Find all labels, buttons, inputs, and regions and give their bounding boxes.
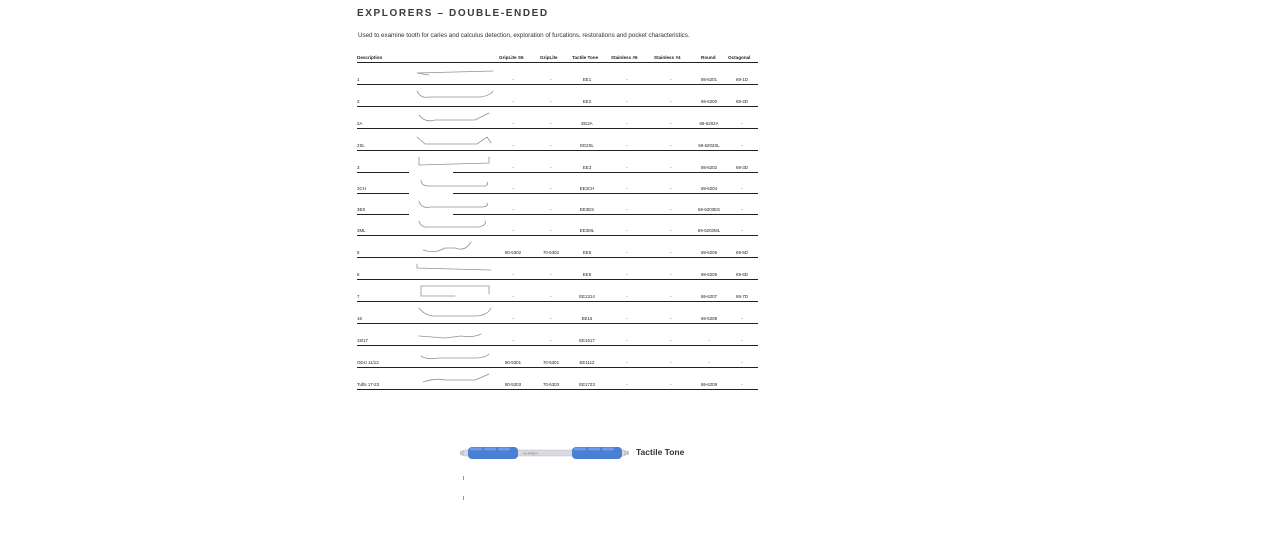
cell-griplite: - — [550, 121, 552, 126]
col-griplite: GripLite — [540, 55, 558, 60]
cell-tactile-tone: EE1 — [582, 77, 592, 82]
table-row — [357, 107, 758, 129]
cell-tactile-tone: EE16 — [581, 316, 593, 321]
col-tactile-tone: Tactile Tone — [572, 55, 599, 60]
table-row — [357, 193, 758, 214]
table-row — [357, 151, 758, 172]
cell-stainless-6: - — [626, 143, 628, 148]
cell-griplite-s6: - — [512, 121, 514, 126]
cell-description: 3ML — [357, 228, 366, 233]
cell-griplite: - — [550, 228, 552, 233]
table-row — [357, 302, 758, 324]
cell-stainless-6: - — [626, 294, 628, 299]
cell-stainless-4: - — [670, 382, 672, 387]
cell-griplite-s6: - — [512, 272, 514, 277]
table-row — [357, 280, 758, 302]
cell-griplite: - — [550, 77, 552, 82]
cell-stainless-4: - — [670, 165, 672, 170]
cell-round: - — [708, 338, 710, 343]
cell-tactile-tone: EE2SL — [580, 143, 594, 148]
product-table — [357, 63, 758, 390]
cell-stainless-4: - — [670, 272, 672, 277]
cell-stainless-6: - — [626, 360, 628, 365]
cell-octagonal: - — [741, 207, 743, 212]
cell-description: 5 — [357, 250, 360, 255]
cell-tactile-tone: EE5 — [582, 250, 592, 255]
cell-octagonal: - — [741, 360, 743, 365]
cell-octagonal: 69-7D — [736, 294, 748, 299]
cell-griplite-s6: 80-5301 — [504, 360, 522, 365]
cell-description: 3 — [357, 165, 360, 170]
cell-round: 69-6209 — [700, 382, 718, 387]
table-row — [357, 85, 758, 107]
explorer-instrument-image — [415, 260, 495, 277]
table-row — [357, 236, 758, 258]
explorer-instrument-image — [415, 348, 495, 365]
explorer-instrument-image — [415, 153, 495, 170]
cell-description: 2 — [357, 99, 360, 104]
table-row — [357, 346, 758, 368]
cell-griplite-s6: - — [512, 228, 514, 233]
cell-tactile-tone: EE1723 — [579, 382, 595, 387]
cell-stainless-4: - — [670, 207, 672, 212]
cell-stainless-4: - — [670, 99, 672, 104]
cell-griplite: - — [550, 143, 552, 148]
cell-griplite-s6: 80-5303 — [504, 382, 522, 387]
cell-description: Tufts 17-23 — [357, 382, 380, 387]
explorer-instrument-image — [415, 326, 495, 343]
table-row — [357, 324, 758, 346]
cell-stainless-4: - — [670, 77, 672, 82]
cell-round: 69-6201 — [700, 77, 718, 82]
cell-stainless-6: - — [626, 121, 628, 126]
explorer-instrument-image — [415, 65, 495, 82]
section-subtitle: Used to examine tooth for caries and calculus detection, exploration of furcations, restorations and pocket characteristics. — [358, 32, 690, 39]
cell-stainless-4: - — [670, 143, 672, 148]
cell-stainless-6: - — [626, 250, 628, 255]
cell-stainless-6: - — [626, 228, 628, 233]
cell-description: 7 — [357, 294, 360, 299]
cell-round: 69-6203ES — [698, 207, 720, 212]
cell-griplite-s6: - — [512, 99, 514, 104]
cell-tactile-tone: EE3CH — [579, 186, 595, 191]
cell-griplite: - — [550, 316, 552, 321]
table-header — [357, 54, 758, 63]
col-round: Round — [701, 55, 716, 60]
cell-stainless-4: - — [670, 294, 672, 299]
cell-octagonal: - — [741, 186, 743, 191]
cell-griplite-s6: - — [512, 143, 514, 148]
cell-stainless-4: - — [670, 186, 672, 191]
cell-griplite: - — [550, 272, 552, 277]
explorer-instrument-image — [415, 304, 495, 321]
cell-tactile-tone: EE2 — [582, 99, 592, 104]
cell-griplite-s6: - — [512, 316, 514, 321]
col-stainless-4: Stainless #4 — [654, 55, 681, 60]
cell-description: 1 — [357, 77, 360, 82]
explorer-instrument-image — [415, 216, 495, 233]
tactile-tone-handle-image — [460, 444, 630, 462]
table-row — [357, 129, 758, 151]
explorer-instrument-image — [415, 87, 495, 104]
explorer-instrument-image — [415, 131, 495, 148]
table-row — [357, 368, 758, 390]
cell-griplite-s6: - — [512, 186, 514, 191]
cell-tactile-tone: EE1112 — [579, 360, 595, 365]
cell-octagonal: - — [741, 316, 743, 321]
cell-description: 2A — [357, 121, 363, 126]
col-griplite-s6: GripLite S6 — [499, 55, 524, 60]
cell-round: 69-6205 — [700, 272, 718, 277]
table-row — [357, 63, 758, 85]
cell-griplite: - — [550, 186, 552, 191]
cell-griplite-s6: - — [512, 165, 514, 170]
cell-octagonal: - — [741, 228, 743, 233]
cell-griplite: - — [550, 99, 552, 104]
table-row — [357, 258, 758, 280]
tactile-tone-label: Tactile Tone — [636, 447, 685, 457]
cell-griplite-s6: - — [512, 338, 514, 343]
cell-round: 69-6208 — [700, 316, 718, 321]
col-octagonal: Octagonal — [728, 55, 751, 60]
cell-tactile-tone: EE3ML — [579, 228, 595, 233]
cell-description: 3ES — [357, 207, 366, 212]
cell-stainless-6: - — [626, 165, 628, 170]
cell-round: 69-6203ML — [697, 228, 721, 233]
cell-tactile-tone: EE3 — [582, 165, 592, 170]
cell-stainless-4: - — [670, 316, 672, 321]
table-row — [357, 172, 758, 193]
cell-stainless-6: - — [626, 272, 628, 277]
cell-griplite: 70-5301 — [542, 360, 560, 365]
handle-imprint: HU-FRIEDY — [523, 451, 539, 456]
cell-octagonal: - — [741, 382, 743, 387]
cell-round: 69-6202A — [699, 121, 719, 126]
cell-tactile-tone: EE2A — [581, 121, 593, 126]
cell-stainless-4: - — [670, 228, 672, 233]
cell-round: 69-6206 — [700, 250, 718, 255]
crop-mark — [463, 496, 464, 500]
crop-mark — [463, 476, 464, 480]
cell-stainless-4: - — [670, 338, 672, 343]
cell-stainless-6: - — [626, 186, 628, 191]
cell-stainless-6: - — [626, 316, 628, 321]
cell-description: 16 — [357, 316, 362, 321]
explorer-instrument-image — [415, 109, 495, 126]
cell-griplite-s6: - — [512, 294, 514, 299]
cell-tactile-tone: EE1617 — [579, 338, 595, 343]
cell-description: 6 — [357, 272, 360, 277]
cell-griplite-s6: 80-5302 — [504, 250, 522, 255]
cell-tactile-tone: EE3ES — [579, 207, 595, 212]
cell-octagonal: 69-2D — [736, 99, 748, 104]
cell-stainless-6: - — [626, 207, 628, 212]
cell-stainless-6: - — [626, 338, 628, 343]
cell-griplite: - — [550, 338, 552, 343]
cell-stainless-4: - — [670, 121, 672, 126]
explorer-instrument-image — [415, 238, 495, 255]
cell-octagonal: 69-3D — [736, 165, 748, 170]
cell-griplite: 70-5302 — [542, 250, 560, 255]
section-title: EXPLORERS – DOUBLE-ENDED — [357, 8, 549, 19]
cell-octagonal: - — [741, 121, 743, 126]
explorer-instrument-image — [415, 370, 495, 387]
cell-stainless-6: - — [626, 77, 628, 82]
cell-griplite-s6: - — [512, 207, 514, 212]
cell-round: 69-6207 — [700, 294, 718, 299]
explorer-instrument-image — [415, 195, 495, 212]
cell-round: 69-6202SL — [698, 143, 720, 148]
cell-description: 3CH — [357, 186, 366, 191]
cell-stainless-4: - — [670, 360, 672, 365]
cell-griplite: - — [550, 294, 552, 299]
cell-stainless-6: - — [626, 99, 628, 104]
cell-octagonal: - — [741, 143, 743, 148]
cell-griplite-s6: - — [512, 77, 514, 82]
col-stainless-6: Stainless #6 — [611, 55, 638, 60]
cell-griplite: - — [550, 165, 552, 170]
explorer-instrument-image — [415, 174, 495, 191]
cell-octagonal: 69-1D — [736, 77, 748, 82]
cell-round: 69-6200 — [700, 99, 718, 104]
cell-tactile-tone: EE1314 — [579, 294, 595, 299]
cell-griplite: 70-5303 — [542, 382, 560, 387]
table-row — [357, 214, 758, 236]
cell-round: - — [708, 360, 710, 365]
cell-description: 16/17 — [357, 338, 368, 343]
col-description: Description — [357, 55, 383, 60]
cell-round: 69-6204 — [700, 186, 718, 191]
cell-description: 2SL — [357, 143, 365, 148]
cell-description: ODU 11/12 — [357, 360, 379, 365]
cell-griplite: - — [550, 207, 552, 212]
explorer-instrument-image — [415, 282, 495, 299]
cell-octagonal: - — [741, 338, 743, 343]
cell-octagonal: 69-6D — [736, 272, 748, 277]
cell-tactile-tone: EE6 — [582, 272, 592, 277]
cell-stainless-4: - — [670, 250, 672, 255]
cell-octagonal: 69-5D — [736, 250, 748, 255]
cell-round: 69-6202 — [700, 165, 718, 170]
cell-stainless-6: - — [626, 382, 628, 387]
